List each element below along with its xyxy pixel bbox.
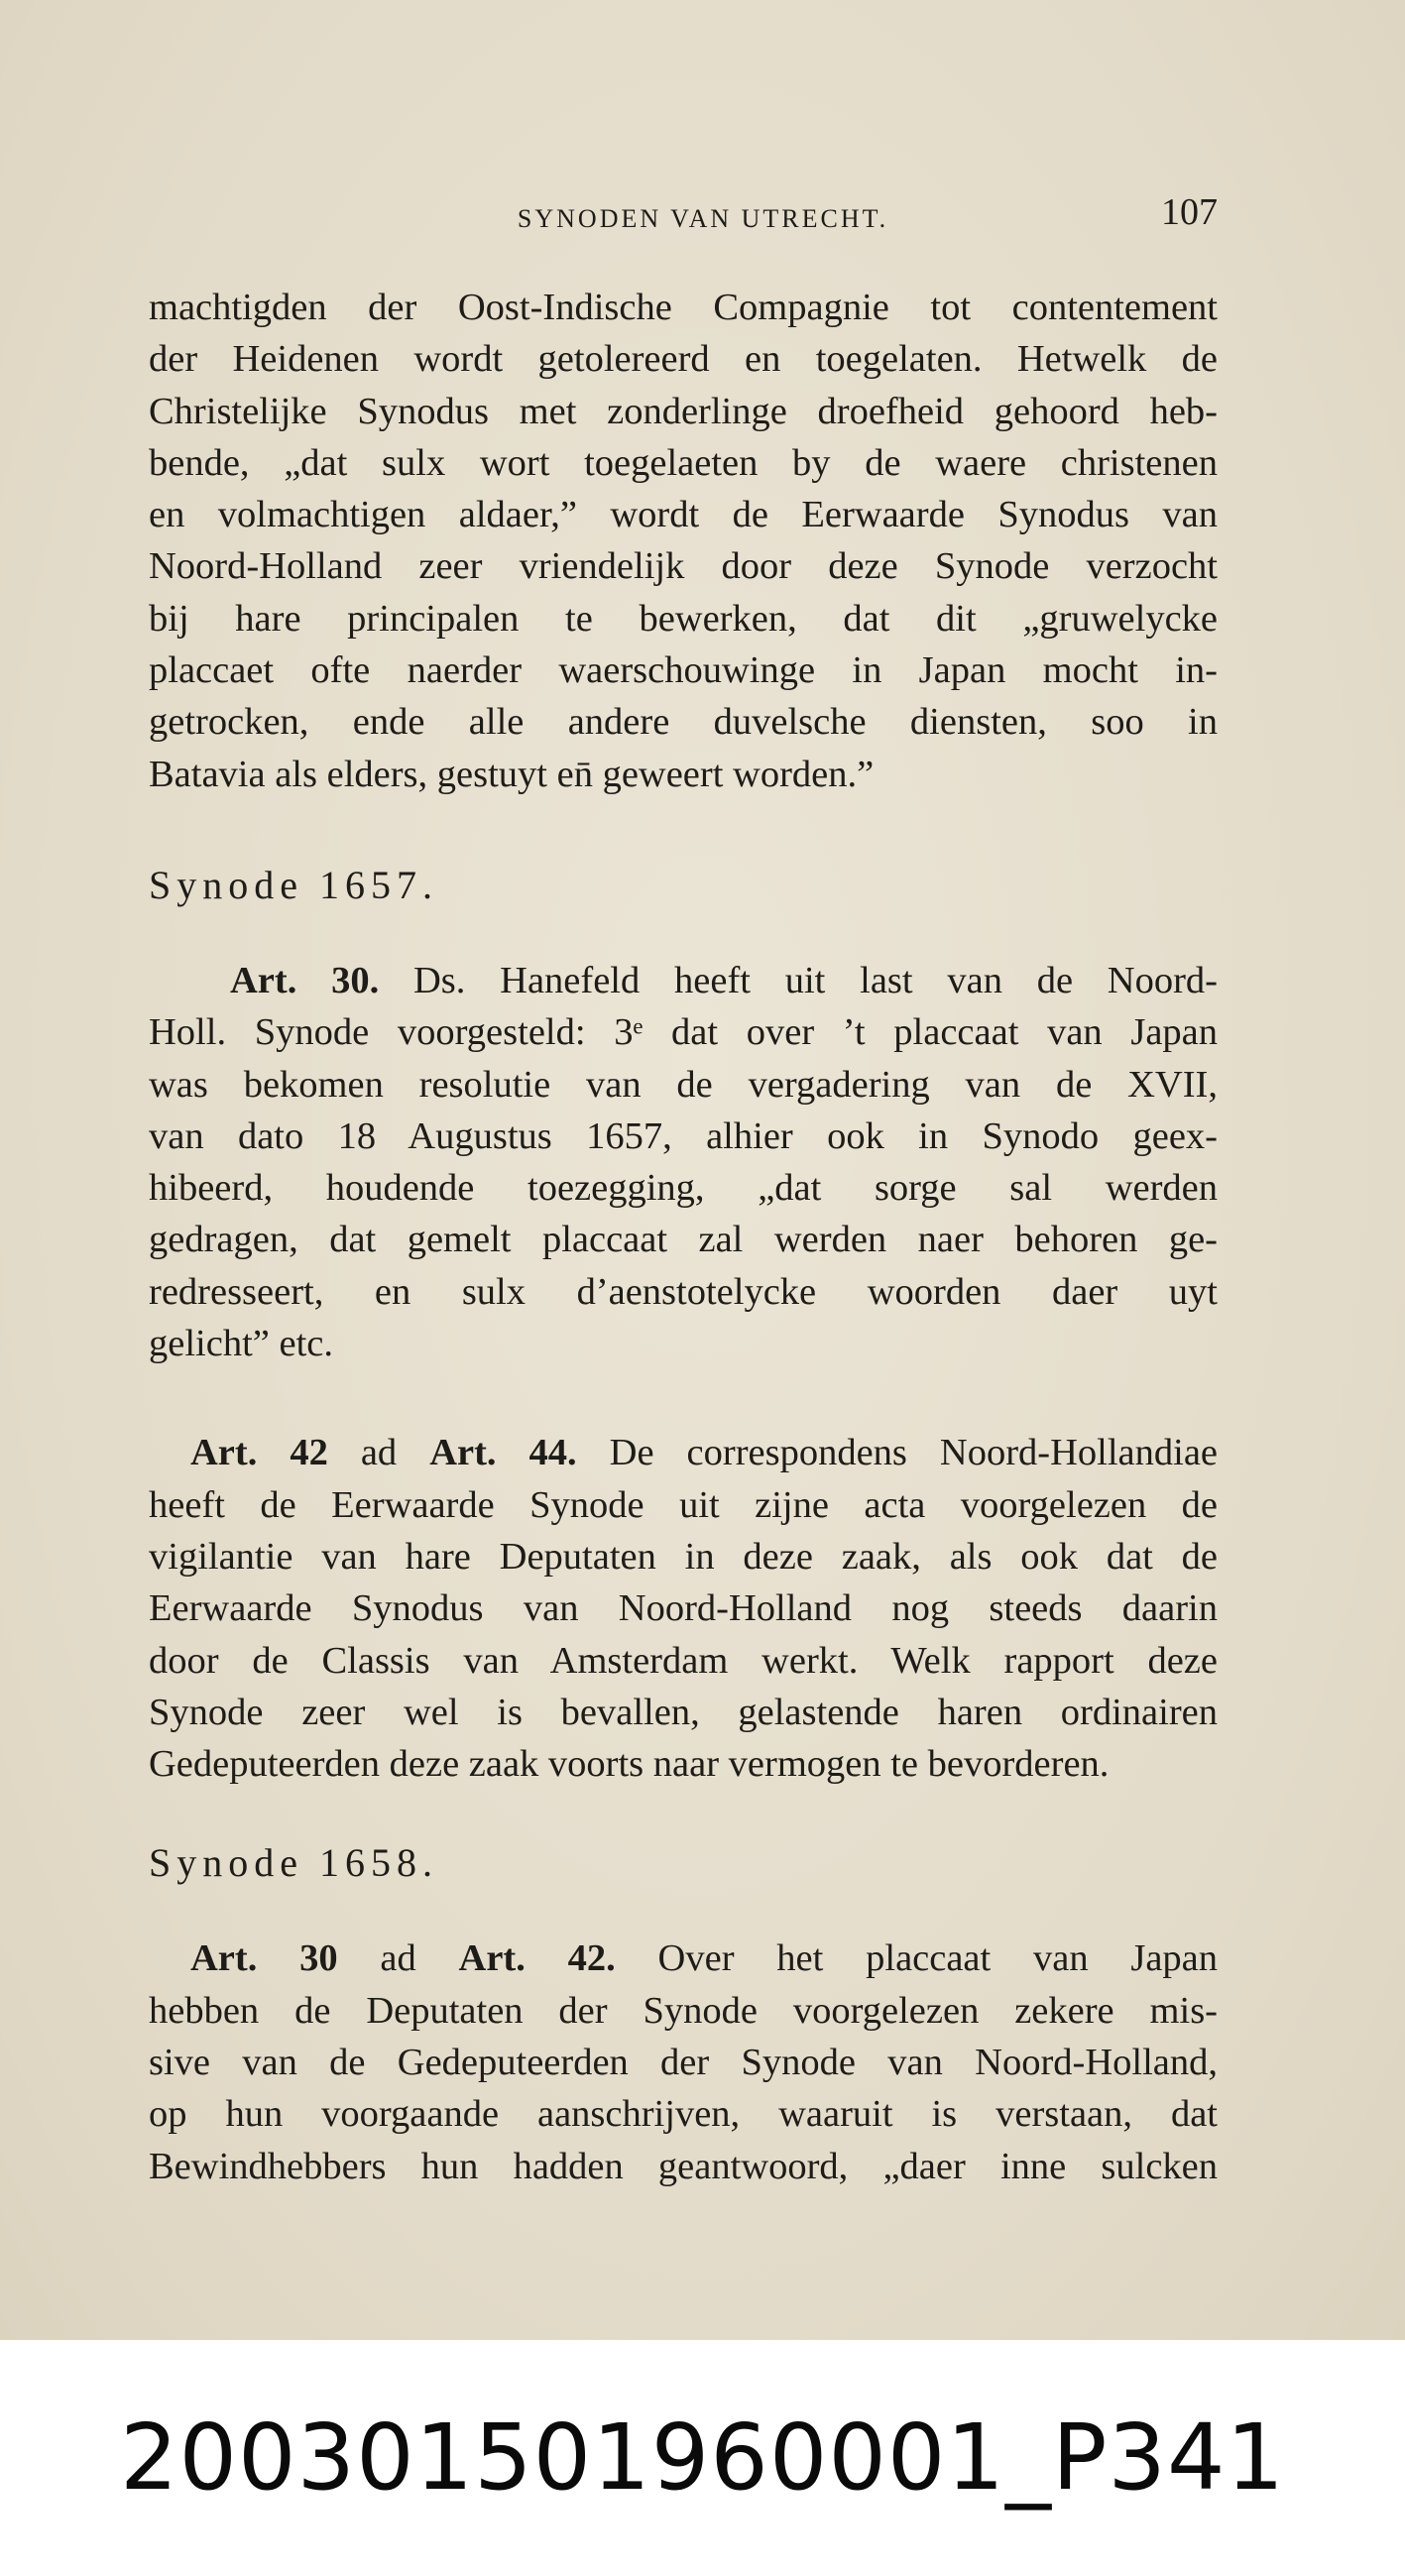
text-line: bij hare principalen te bewerken, dat dit „gruwelycke [149, 597, 1218, 640]
text-line: Batavia als elders, gestuyt en̄ geweert worden.” [149, 753, 875, 795]
text-line: Noord-Holland zeer vriendelijk door deze Synode verzocht [149, 545, 1218, 588]
paragraph-4 [149, 1932, 1218, 2191]
text-line: gedragen, dat gemelt placcaat zal werden naer behoren ge- [149, 1219, 1218, 1261]
text-run: Over het placcaat van Japan [615, 1937, 1218, 1980]
text-line: en volmachtigen aldaer,” wordt de Eerwaarde Synodus van [149, 494, 1218, 536]
text-line: heeft de Eerwaarde Synode uit zijne acta voorgelezen de [149, 1483, 1218, 1526]
text-line: bende, „dat sulx wort toegelaeten by de waere christenen [149, 441, 1218, 484]
text-run: ad [327, 1432, 430, 1474]
text-line: placcaet ofte naerder waerschouwinge in Japan mocht in- [149, 649, 1218, 692]
scan-id-caption: 20030150196000​1_P341 [0, 2340, 1405, 2576]
text-line: Christelijke Synodus met zonderlinge droefheid gehoord heb- [149, 390, 1218, 432]
paragraph-1 [149, 282, 1218, 800]
text-line: Synode zeer wel is bevallen, gelastende haren ordinairen [149, 1691, 1218, 1733]
article-label: Art. 42. [458, 1937, 616, 1980]
text-line: Gedeputeerden deze zaak voorts naar vermogen te bevorderen. [149, 1743, 1110, 1786]
text-line: was bekomen resolutie van de vergadering van de XVII, [149, 1063, 1218, 1106]
section-heading-1658: Synode 1658. [149, 1840, 438, 1886]
text-line: getrocken, ende alle andere duvelsche diensten, soo in [149, 701, 1218, 744]
text-line: sive van de Gedeputeerden der Synode van Noord-Holland, [149, 2042, 1218, 2084]
article-label: Art. 30 [190, 1937, 338, 1980]
text-line: gelicht” etc. [149, 1323, 333, 1365]
text-line: door de Classis van Amsterdam werkt. Welk rapport deze [149, 1639, 1218, 1682]
text-run: ad [337, 1937, 459, 1980]
text-run: Ds. Hanefeld heeft uit last van de Noord- [379, 959, 1218, 1001]
article-label: Art. 44. [429, 1432, 577, 1474]
section-heading-1657: Synode 1657. [149, 862, 438, 907]
text-line: Holl. Synode voorgesteld: 3ᵉ dat over ’t placcaat van Japan [149, 1011, 1218, 1054]
paragraph-2 [149, 955, 1218, 1369]
text-line: machtigden der Oost-Indische Compagnie tot contentement [149, 287, 1218, 328]
article-label: Art. 30. [230, 959, 380, 1001]
text-line: Eerwaarde Synodus van Noord-Holland nog steeds daarin [149, 1587, 1218, 1630]
page-body [149, 282, 1218, 2192]
text-line [149, 1427, 1218, 1478]
text-line [149, 955, 1218, 1006]
text-line: van dato 18 Augustus 1657, alhier ook in Synodo geex- [149, 1114, 1218, 1157]
page-header [149, 190, 1218, 250]
text-line: hibeerd, houdende toezegging, „dat sorge sal werden [149, 1167, 1218, 1210]
text-line: der Heidenen wordt getolereerd en toegelaten. Hetwelk de [149, 338, 1218, 381]
text-line: redresseert, en sulx d’aenstotelycke woorden daer uyt [149, 1270, 1218, 1313]
article-label: Art. 42 [190, 1432, 328, 1474]
text-line: hebben de Deputaten der Synode voorgelezen zekere mis- [149, 1989, 1218, 2032]
page-number: 107 [1161, 191, 1218, 233]
paragraph-3 [149, 1427, 1218, 1790]
text-run: De correspondens Noord-Hollandiae [576, 1432, 1218, 1474]
text-line [149, 1932, 1218, 1984]
text-line: op hun voorgaande aanschrijven, waaruit is verstaan, dat [149, 2093, 1218, 2136]
text-line: Bewindhebbers hun hadden geantwoord, „daer inne sulcken [149, 2145, 1218, 2187]
running-title: SYNODEN VAN UTRECHT. [517, 204, 889, 233]
text-line: vigilantie van hare Deputaten in deze zaak, als ook dat de [149, 1535, 1218, 1578]
